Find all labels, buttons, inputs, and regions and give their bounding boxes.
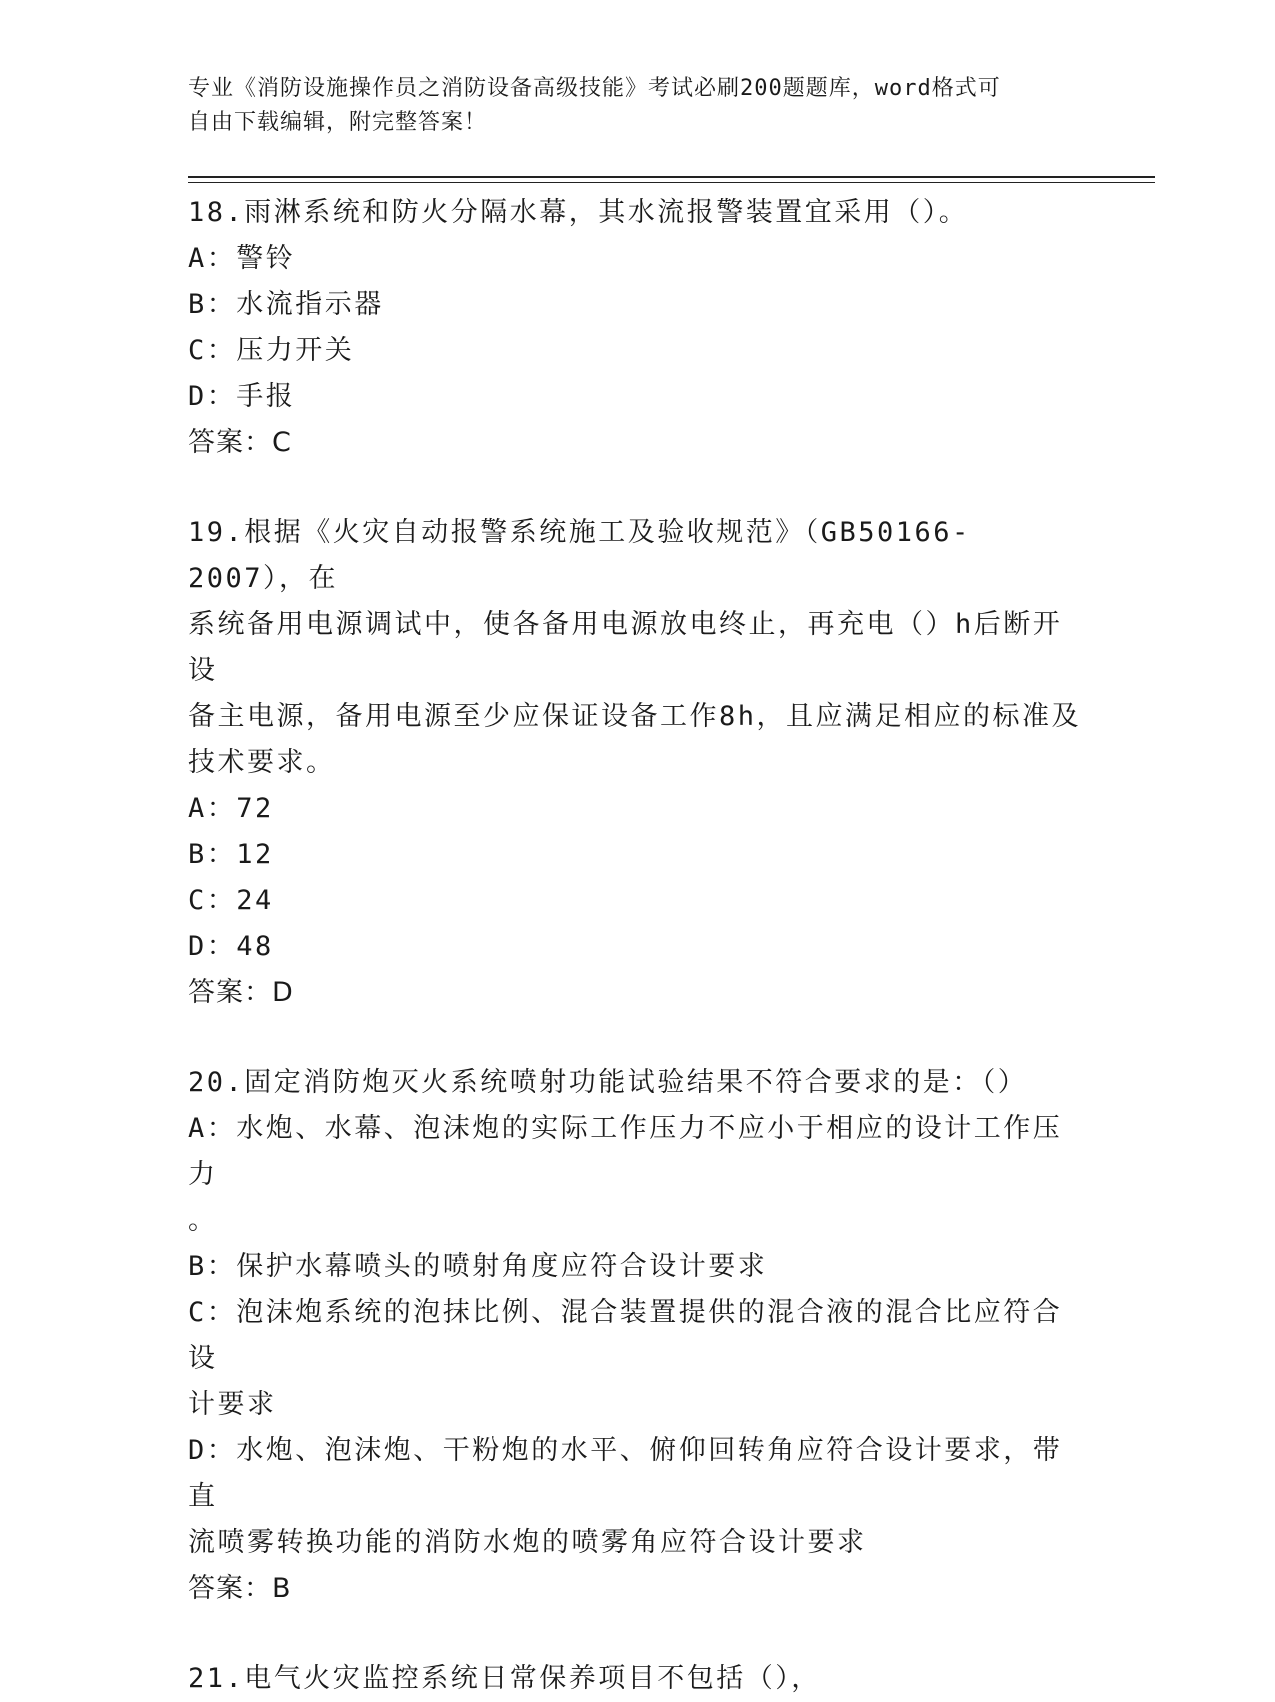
answer-line: 答案：B	[188, 1573, 292, 1604]
option-c-continued: 计要求	[188, 1389, 277, 1420]
question-19	[188, 510, 1088, 1016]
option-c: C：泡沫炮系统的泡抹比例、混合装置提供的混合液的混合比应符合设	[188, 1297, 1063, 1374]
question-stem: 备主电源，备用电源至少应保证设备工作8h，且应满足相应的标准及	[188, 701, 1082, 732]
question-stem: 20.固定消防炮灭火系统喷射功能试验结果不符合要求的是：（）	[188, 1067, 1028, 1098]
option-d-continued: 流喷雾转换功能的消防水炮的喷雾角应符合设计要求	[188, 1527, 867, 1558]
header-line-2: 自由下载编辑，附完整答案！	[188, 110, 488, 135]
question-20	[188, 1060, 1088, 1612]
question-stem: 21.电气火灾监控系统日常保养项目不包括（），	[188, 1663, 821, 1694]
question-list	[188, 190, 1088, 1702]
question-stem: 技术要求。	[188, 747, 336, 778]
header-divider-thin	[188, 182, 1155, 183]
question-spacer	[188, 1016, 1088, 1060]
option-c: C：24	[188, 885, 274, 916]
option-b: B：水流指示器	[188, 289, 384, 320]
option-a: A：警铃	[188, 243, 296, 274]
header-divider-thick	[188, 176, 1155, 178]
option-c: C：压力开关	[188, 335, 355, 366]
option-b: B：12	[188, 839, 274, 870]
header-line-1: 专业《消防设施操作员之消防设备高级技能》考试必刷200题题库，word格式可	[188, 76, 1001, 101]
option-d: D：48	[188, 931, 274, 962]
option-a: A：72	[188, 793, 274, 824]
question-spacer	[188, 466, 1088, 510]
question-21	[188, 1656, 1088, 1702]
answer-line: 答案：C	[188, 427, 292, 458]
answer-line: 答案：D	[188, 977, 294, 1008]
option-b: B：保护水幕喷头的喷射角度应符合设计要求	[188, 1251, 768, 1282]
option-d: D：手报	[188, 381, 296, 412]
document-header	[188, 72, 1088, 140]
option-a: A：水炮、水幕、泡沫炮的实际工作压力不应小于相应的设计工作压力	[188, 1113, 1063, 1190]
question-18	[188, 190, 1088, 466]
option-a-continued: 。	[188, 1205, 218, 1236]
question-spacer	[188, 1612, 1088, 1656]
question-stem: 18.雨淋系统和防火分隔水幕，其水流报警装置宜采用（）。	[188, 197, 969, 228]
option-d: D：水炮、泡沫炮、干粉炮的水平、俯仰回转角应符合设计要求，带直	[188, 1435, 1063, 1512]
question-stem: 19.根据《火灾自动报警系统施工及验收规范》（GB50166-2007），在	[188, 517, 971, 594]
question-stem: 系统备用电源调试中，使各备用电源放电终止，再充电（）h后断开设	[188, 609, 1063, 686]
